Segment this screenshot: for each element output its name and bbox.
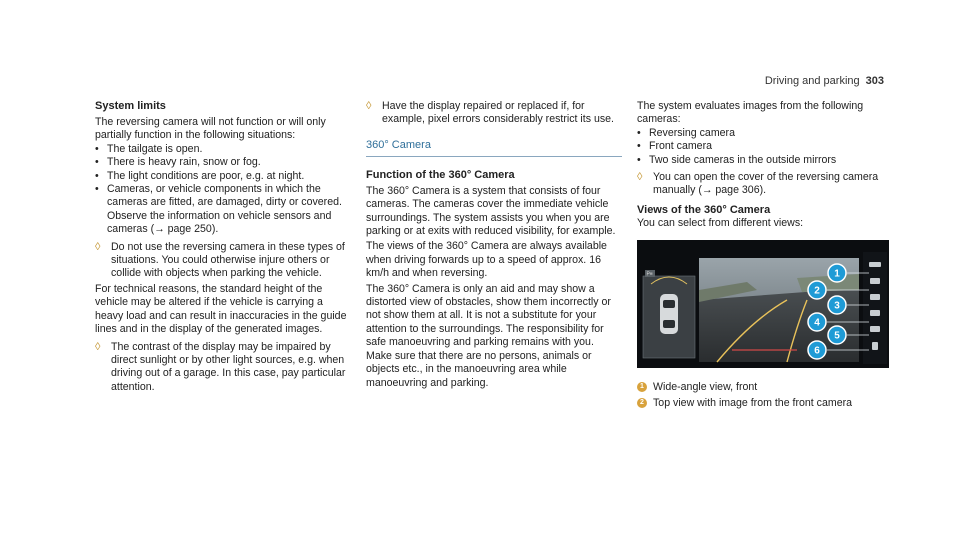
paragraph: The 360° Camera is only an aid and may show a distorted view of obstacles, show them incorrectly or not show them at all. It is not a substitute for your attention to the surroundings. The responsibility for safe manoeuvring and parking remains with you. Make sure that there are no persons, animals or objects etc., in the manoeuvring area while manoeuvring and parking. <box>366 282 611 389</box>
column-middle <box>366 100 622 390</box>
svg-text:5: 5 <box>834 330 840 342</box>
svg-text:3: 3 <box>834 300 840 312</box>
note-text: You can open the cover of the reversing camera manually (→ page 306). <box>653 171 879 197</box>
legend-item <box>637 381 889 394</box>
heading-views: Views of the 360° Camera <box>637 203 771 216</box>
heading-function: Function of the 360° Camera <box>366 168 515 181</box>
note-icon: ◊ <box>637 171 643 184</box>
page-header <box>765 75 884 88</box>
list-item: • Front camera <box>637 140 889 153</box>
system-limits-list <box>95 143 350 237</box>
heading-system-limits: System limits <box>95 100 166 112</box>
page-number: 303 <box>865 75 884 87</box>
legend-text: Wide-angle view, front <box>653 381 758 394</box>
paragraph: The 360° Camera is a system that consists of four cameras. The cameras cover the immediate vehicle surroundings. The system assists you when you are parking or at exits with reduced visibility, for example. <box>366 184 616 238</box>
note-block <box>366 100 622 127</box>
paragraph: For technical reasons, the standard height of the vehicle may be altered if the vehicle is carrying a heavy load and can result in inaccuracies in the guide lines and in the display of the generated images. <box>95 282 347 336</box>
legend-number-badge: 1 <box>637 382 647 392</box>
note-block <box>95 341 350 395</box>
views-intro: You can select from different views: <box>637 216 804 229</box>
camera-display-image <box>637 240 889 368</box>
list-item: • Two side cameras in the outside mirrors <box>637 154 889 167</box>
note-text: The contrast of the display may be impaired by direct sunlight or by other light sources, e.g. when driving out of a garage. In this case, pay particular attention. <box>111 340 346 393</box>
svg-text:4: 4 <box>814 317 820 329</box>
note-text: Have the display repaired or replaced if, for example, pixel errors considerably restrict its use. <box>382 100 614 126</box>
legend-item <box>637 397 889 410</box>
list-item: • Cameras, or vehicle components in which the cameras are fitted, are damaged, dirty or covered. Observe the information on vehicle sensors and cameras (→ page 250). <box>95 183 350 237</box>
note-text: Do not use the reversing camera in these types of situations. You could otherwise injure others or collide with objects when parking the vehicle. <box>111 240 345 280</box>
list-item: • The tailgate is open. <box>95 143 350 156</box>
svg-text:6: 6 <box>814 345 820 357</box>
camera-display-graphic <box>637 240 889 368</box>
svg-text:1: 1 <box>834 268 840 280</box>
paragraph: The views of the 360° Camera are always available when driving forwards up to a speed of approx. 16 km/h and when reversing. <box>366 240 607 280</box>
note-icon: ◊ <box>95 340 101 353</box>
legend-text: Top view with image from the front camera <box>653 396 853 409</box>
list-item: • The light conditions are poor, e.g. at night. <box>95 170 350 183</box>
image-legend <box>637 381 889 410</box>
svg-text:2: 2 <box>814 285 820 297</box>
column-right <box>637 100 889 412</box>
note-block <box>637 171 889 198</box>
note-icon: ◊ <box>95 240 101 253</box>
list-item: • Reversing camera <box>637 127 889 140</box>
cameras-list <box>637 127 889 167</box>
system-limits-intro: The reversing camera will not function or will only partially function in the following situations: <box>95 116 326 142</box>
running-section-title: Driving and parking <box>764 75 860 87</box>
note-block <box>95 241 350 281</box>
column-left <box>95 100 350 394</box>
cameras-intro: The system evaluates images from the following cameras: <box>637 100 864 126</box>
legend-number-badge: 2 <box>637 398 647 408</box>
note-icon: ◊ <box>366 100 372 112</box>
list-item: • There is heavy rain, snow or fog. <box>95 156 350 169</box>
section-title-360-camera: 360° Camera <box>366 139 622 157</box>
svg-text:P≡: P≡ <box>646 271 653 278</box>
